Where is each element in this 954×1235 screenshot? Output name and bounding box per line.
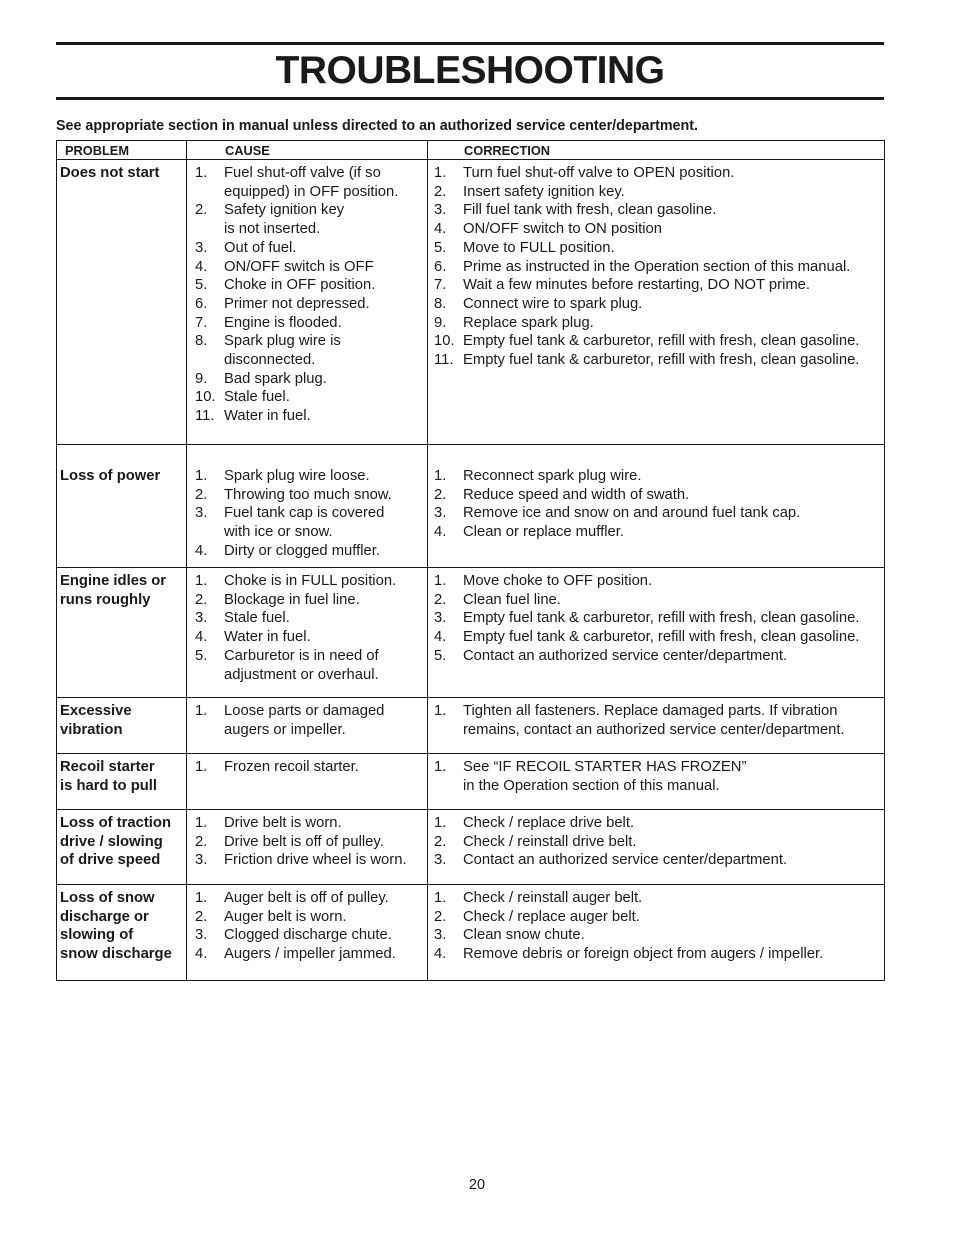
- cause-item-number: 8.: [195, 333, 208, 350]
- correction-item-number: 1.: [434, 468, 447, 484]
- cause-item: [195, 504, 425, 541]
- correction-cell: [428, 810, 885, 885]
- correction-item: [434, 851, 882, 870]
- correction-item-number: 2.: [434, 486, 447, 503]
- cause-item: [195, 926, 425, 945]
- table-row: [57, 445, 885, 568]
- correction-item-text: Clean or replace muffler.: [463, 524, 624, 541]
- correction-item: [434, 183, 882, 202]
- correction-item: [434, 201, 882, 220]
- cause-item: [195, 591, 425, 610]
- cause-item-number: 2.: [195, 486, 208, 503]
- correction-item-number: 5.: [434, 647, 447, 664]
- correction-item-text: Contact an authorized service center/department.: [463, 647, 788, 664]
- cause-item: [195, 609, 425, 628]
- problem-cell: Loss of snow discharge or slowing of snow discharge: [57, 885, 187, 981]
- correction-item-number: 2.: [434, 591, 447, 608]
- correction-item-text: Empty fuel tank & carburetor, refill with fresh, clean gasoline.: [463, 333, 860, 350]
- cause-item: [195, 851, 425, 870]
- cause-item-number: 1.: [195, 165, 208, 181]
- cause-item-text: Throwing too much snow.: [224, 486, 392, 503]
- correction-item: [434, 889, 882, 908]
- cause-item: [195, 628, 425, 647]
- table-row: [57, 754, 885, 810]
- cause-item-number: 1.: [195, 815, 208, 831]
- correction-item-text: See “IF RECOIL STARTER HAS FROZEN” in the Operation section of this manual.: [463, 759, 747, 794]
- cause-item: [195, 370, 425, 389]
- cause-item-text: Safety ignition key is not inserted.: [224, 202, 345, 238]
- problem-cell: Loss of traction drive / slowing of drive speed: [57, 810, 187, 885]
- cause-item-text: Choke is in FULL position.: [224, 573, 397, 589]
- cause-item-text: Dirty or clogged muffler.: [224, 542, 380, 559]
- correction-item-text: Fill fuel tank with fresh, clean gasoline.: [463, 202, 717, 219]
- cause-item: [195, 467, 425, 486]
- correction-cell: [428, 568, 885, 698]
- cause-item: [195, 295, 425, 314]
- correction-item-text: Check / reinstall drive belt.: [463, 833, 637, 850]
- cause-item-text: Engine is flooded.: [224, 314, 342, 331]
- problem-cell: Loss of power: [57, 445, 187, 568]
- cause-item-text: ON/OFF switch is OFF: [224, 258, 374, 275]
- correction-item-text: Check / replace auger belt.: [463, 908, 640, 925]
- cause-item-number: 5.: [195, 647, 208, 664]
- correction-item: [434, 314, 882, 333]
- correction-item: [434, 702, 882, 739]
- correction-item-number: 3.: [434, 202, 447, 219]
- correction-item-number: 3.: [434, 505, 447, 522]
- table-row: [57, 160, 885, 445]
- cause-item-number: 2.: [195, 202, 208, 219]
- correction-item-text: Reconnect spark plug wire.: [463, 468, 642, 484]
- correction-item-number: 1.: [434, 890, 447, 906]
- cause-item: [195, 314, 425, 333]
- correction-item-text: Replace spark plug.: [463, 314, 594, 331]
- cause-item-text: Drive belt is off of pulley.: [224, 833, 384, 850]
- cause-item-number: 3.: [195, 927, 208, 944]
- correction-item-text: Tighten all fasteners. Replace damaged parts. If vibration remains, contact an authorized service center/department.: [463, 703, 845, 738]
- correction-item: [434, 572, 882, 591]
- header-cause: CAUSE: [187, 141, 428, 160]
- cause-item: [195, 388, 425, 407]
- correction-cell: [428, 754, 885, 810]
- correction-item: [434, 351, 882, 370]
- cause-item: [195, 758, 425, 777]
- table-row: [57, 810, 885, 885]
- cause-item-number: 1.: [195, 890, 208, 906]
- intro-text: See appropriate section in manual unless directed to an authorized service center/department.: [56, 118, 698, 134]
- correction-item-number: 8.: [434, 295, 447, 312]
- troubleshooting-table: [56, 140, 885, 981]
- cause-cell: [187, 698, 428, 754]
- correction-item: [434, 332, 882, 351]
- cause-item-text: Stale fuel.: [224, 389, 290, 406]
- cause-item: [195, 889, 425, 908]
- correction-item: [434, 295, 882, 314]
- cause-item: [195, 647, 425, 684]
- cause-cell: [187, 568, 428, 698]
- cause-item-text: Out of fuel.: [224, 239, 297, 256]
- problem-cell: Engine idles or runs roughly: [57, 568, 187, 698]
- correction-item-text: Move to FULL position.: [463, 239, 615, 256]
- cause-item: [195, 814, 425, 833]
- cause-item-text: Clogged discharge chute.: [224, 927, 392, 944]
- cause-item-number: 3.: [195, 852, 208, 869]
- problem-cell: Does not start: [57, 160, 187, 445]
- cause-item-text: Auger belt is off of pulley.: [224, 890, 389, 906]
- page-number: 20: [468, 1177, 486, 1193]
- correction-item-number: 1.: [434, 573, 447, 589]
- correction-cell: [428, 885, 885, 981]
- correction-item-text: Empty fuel tank & carburetor, refill with fresh, clean gasoline.: [463, 610, 860, 627]
- cause-item-text: Stale fuel.: [224, 610, 290, 627]
- cause-item-number: 3.: [195, 610, 208, 627]
- cause-item-text: Loose parts or damaged augers or impeller.: [224, 703, 385, 738]
- cause-item-number: 1.: [195, 573, 208, 589]
- cause-item-number: 9.: [195, 370, 208, 387]
- correction-item-number: 9.: [434, 314, 447, 331]
- cause-item-number: 4.: [195, 258, 208, 275]
- cause-item: [195, 258, 425, 277]
- correction-item-text: Empty fuel tank & carburetor, refill with fresh, clean gasoline.: [463, 629, 860, 646]
- correction-item-text: Contact an authorized service center/department.: [463, 852, 788, 869]
- correction-item: [434, 467, 882, 486]
- correction-item: [434, 220, 882, 239]
- correction-item-number: 4.: [434, 629, 447, 646]
- correction-item-text: Reduce speed and width of swath.: [463, 486, 690, 503]
- correction-item-text: Clean snow chute.: [463, 927, 585, 944]
- correction-item-number: 1.: [434, 815, 447, 831]
- cause-item-text: Water in fuel.: [224, 408, 311, 425]
- cause-item-text: Water in fuel.: [224, 629, 311, 646]
- cause-item-text: Blockage in fuel line.: [224, 591, 360, 608]
- cause-item-text: Friction drive wheel is worn.: [224, 852, 407, 869]
- cause-item: [195, 572, 425, 591]
- cause-item: [195, 908, 425, 927]
- cause-cell: [187, 160, 428, 445]
- cause-item: [195, 945, 425, 964]
- cause-item: [195, 407, 425, 426]
- cause-item-number: 1.: [195, 703, 208, 719]
- correction-item-text: Wait a few minutes before restarting, DO NOT prime.: [463, 277, 811, 294]
- correction-item-text: Prime as instructed in the Operation section of this manual.: [463, 258, 851, 275]
- cause-item-number: 2.: [195, 591, 208, 608]
- table-row: [57, 885, 885, 981]
- correction-item-number: 2.: [434, 908, 447, 925]
- cause-item-number: 1.: [195, 759, 208, 775]
- cause-item-number: 11.: [195, 408, 215, 425]
- table-row: [57, 568, 885, 698]
- correction-item-number: 5.: [434, 239, 447, 256]
- correction-item: [434, 258, 882, 277]
- cause-item-number: 2.: [195, 833, 208, 850]
- correction-item-text: Insert safety ignition key.: [463, 183, 625, 200]
- correction-item-text: Remove debris or foreign object from augers / impeller.: [463, 946, 824, 963]
- correction-item: [434, 239, 882, 258]
- correction-item: [434, 926, 882, 945]
- correction-item: [434, 486, 882, 505]
- correction-item-text: Move choke to OFF position.: [463, 573, 653, 589]
- correction-item: [434, 628, 882, 647]
- correction-item: [434, 908, 882, 927]
- top-rule: [56, 42, 884, 45]
- cause-item: [195, 239, 425, 258]
- cause-cell: [187, 885, 428, 981]
- cause-item-number: 5.: [195, 277, 208, 294]
- correction-item-number: 4.: [434, 524, 447, 541]
- cause-cell: [187, 810, 428, 885]
- correction-item: [434, 647, 882, 666]
- cause-item: [195, 276, 425, 295]
- cause-cell: [187, 754, 428, 810]
- cause-item-number: 10.: [195, 389, 216, 406]
- cause-item: [195, 833, 425, 852]
- correction-item: [434, 814, 882, 833]
- correction-item-text: Connect wire to spark plug.: [463, 295, 643, 312]
- correction-cell: [428, 445, 885, 568]
- correction-item-text: Check / replace drive belt.: [463, 815, 635, 831]
- cause-item-number: 6.: [195, 295, 208, 312]
- correction-item-number: 1.: [434, 759, 447, 775]
- correction-item-number: 2.: [434, 183, 447, 200]
- correction-item-number: 6.: [434, 258, 447, 275]
- correction-item-text: Clean fuel line.: [463, 591, 561, 608]
- correction-item-number: 7.: [434, 277, 447, 294]
- correction-item: [434, 164, 882, 183]
- bottom-rule: [56, 97, 884, 100]
- correction-item: [434, 758, 882, 795]
- correction-item: [434, 591, 882, 610]
- cause-item-text: Fuel shut-off valve (if so equipped) in OFF position.: [224, 165, 399, 200]
- correction-item: [434, 945, 882, 964]
- correction-item: [434, 609, 882, 628]
- cause-item-text: Augers / impeller jammed.: [224, 946, 396, 963]
- problem-cell: Recoil starter is hard to pull: [57, 754, 187, 810]
- cause-item-number: 7.: [195, 314, 208, 331]
- cause-item-number: 2.: [195, 908, 208, 925]
- correction-item-number: 4.: [434, 221, 447, 238]
- correction-item: [434, 523, 882, 542]
- cause-item: [195, 542, 425, 561]
- correction-item-text: Check / reinstall auger belt.: [463, 890, 643, 906]
- cause-cell: [187, 445, 428, 568]
- cause-item-text: Spark plug wire is disconnected.: [224, 333, 341, 369]
- cause-item-number: 3.: [195, 505, 208, 522]
- cause-item-number: 3.: [195, 239, 208, 256]
- cause-item-text: Auger belt is worn.: [224, 908, 347, 925]
- correction-item-number: 3.: [434, 852, 447, 869]
- table-body: [57, 160, 885, 981]
- header-correction: CORRECTION: [428, 141, 885, 160]
- table-header-row: [57, 141, 885, 160]
- cause-item-text: Frozen recoil starter.: [224, 759, 359, 775]
- cause-item-text: Primer not depressed.: [224, 295, 370, 312]
- table-row: [57, 698, 885, 754]
- correction-item-text: Empty fuel tank & carburetor, refill with fresh, clean gasoline.: [463, 352, 860, 369]
- correction-item-number: 2.: [434, 833, 447, 850]
- correction-cell: [428, 160, 885, 445]
- correction-item-text: Turn fuel shut-off valve to OPEN position.: [463, 165, 735, 181]
- cause-item: [195, 486, 425, 505]
- cause-item-text: Carburetor is in need of adjustment or overhaul.: [224, 647, 379, 683]
- cause-item-text: Drive belt is worn.: [224, 815, 342, 831]
- correction-item-text: ON/OFF switch to ON position: [463, 221, 662, 238]
- correction-item-number: 10.: [434, 333, 455, 350]
- cause-item: [195, 201, 425, 238]
- cause-item-number: 4.: [195, 629, 208, 646]
- correction-item-number: 1.: [434, 703, 447, 719]
- cause-item-number: 4.: [195, 542, 208, 559]
- cause-item-text: Spark plug wire loose.: [224, 468, 370, 484]
- header-problem: PROBLEM: [57, 141, 187, 160]
- correction-item-number: 1.: [434, 165, 447, 181]
- cause-item: [195, 332, 425, 369]
- cause-item-text: Fuel tank cap is covered with ice or snow.: [224, 505, 385, 541]
- correction-item: [434, 504, 882, 523]
- correction-item-number: 3.: [434, 927, 447, 944]
- correction-item-number: 11.: [434, 352, 454, 369]
- cause-item-text: Choke in OFF position.: [224, 277, 376, 294]
- correction-item-number: 3.: [434, 610, 447, 627]
- correction-cell: [428, 698, 885, 754]
- cause-item-number: 4.: [195, 946, 208, 963]
- cause-item-number: 1.: [195, 468, 208, 484]
- cause-item: [195, 702, 425, 739]
- problem-cell: Excessive vibration: [57, 698, 187, 754]
- correction-item: [434, 276, 882, 295]
- correction-item-text: Remove ice and snow on and around fuel tank cap.: [463, 505, 801, 522]
- correction-item: [434, 833, 882, 852]
- correction-item-number: 4.: [434, 946, 447, 963]
- cause-item: [195, 164, 425, 201]
- cause-item-text: Bad spark plug.: [224, 370, 327, 387]
- page-title: TROUBLESHOOTING: [275, 49, 665, 92]
